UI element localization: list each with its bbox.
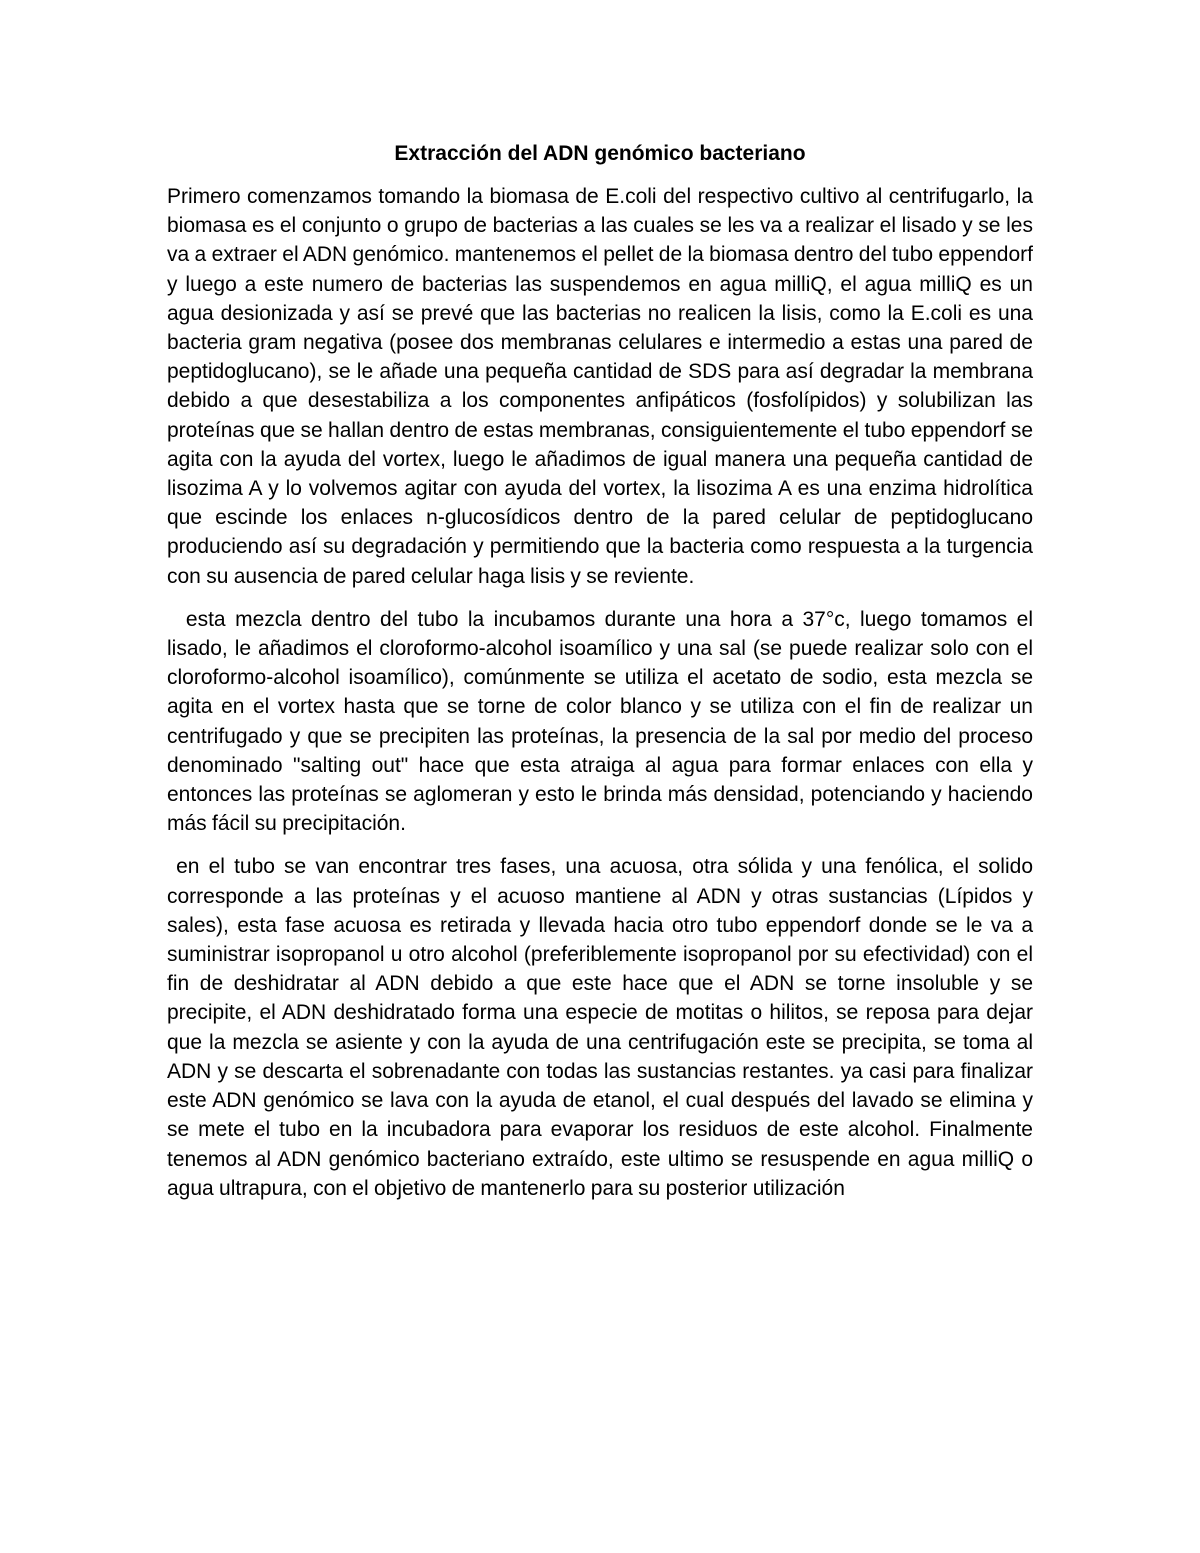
paragraph-3: en el tubo se van encontrar tres fases, una acuosa, otra sólida y una fenólica, el solido corresponde a las proteínas y el acuoso mantiene al ADN y otras sustancias (Lípidos y sales), esta fase acuosa es retirada y llevada hacia otro tubo eppendorf donde se le va a suministrar isopropanol u otro alcohol (preferiblemente isopropanol por su efectividad) con el fin de deshidratar al ADN debido a que este hace que el ADN se torne insoluble y se precipite, el ADN deshidratado forma una especie de motitas o hilitos, se reposa para dejar que la mezcla se asiente y con la ayuda de una centrifugación este se precipita, se toma al ADN y se descarta el sobrenadante con todas las sustancias restantes. ya casi para finalizar este ADN genómico se lava con la ayuda de etanol, el cual después del lavado se elimina y se mete el tubo en la incubadora para evaporar los residuos de este alcohol. Finalmente tenemos al ADN genómico bacteriano extraído, este ultimo se resuspende en agua milliQ o agua ultrapura, con el objetivo de mantenerlo para su posterior utilización <box>167 855 1039 1200</box>
paragraph-1: Primero comenzamos tomando la biomasa de E.coli del respectivo cultivo al centrifugarlo, la biomasa es el conjunto o grupo de bacterias a las cuales se les va a realizar el lisado y se les va a extraer el ADN genómico. mantenemos el pellet de la biomasa dentro del tubo eppendorf y luego a este numero de bacterias las suspendemos en agua milliQ, el agua milliQ es un agua desionizada y así se prevé que las bacterias no realicen la lisis, como la E.coli es una bacteria gram negativa (posee dos membranas celulares e intermedio a estas una pared de peptidoglucano), se le añade una pequeña cantidad de SDS para así degradar la membrana debido a que desestabiliza a los componentes anfipáticos (fosfolípidos) y solubilizan las proteínas que se hallan dentro de estas membranas, consiguientemente el tubo eppendorf se agita con la ayuda del vortex, luego le añadimos de igual manera una pequeña cantidad de lisozima A y lo volvemos agitar con ayuda del vortex, la lisozima A es una enzima hidrolítica que escinde los enlaces n-glucosídicos dentro de la pared celular de peptidoglucano produciendo así su degradación y permitiendo que la bacteria como respuesta a la turgencia con su ausencia de pared celular haga lisis y se reviente. <box>167 185 1039 588</box>
document-title: Extracción del ADN genómico bacteriano <box>394 142 806 165</box>
paragraph-2: esta mezcla dentro del tubo la incubamos durante una hora a 37°c, luego tomamos el lisado, le añadimos el cloroformo-alcohol isoamílico y una sal (se puede realizar solo con el cloroformo-alcohol isoamílico), comúnmente se utiliza el acetato de sodio, esta mezcla se agita en el vortex hasta que se torne de color blanco y se utiliza con el fin de realizar un centrifugado y que se precipiten las proteínas, la presencia de la sal por medio del proceso denominado "salting out" hace que esta atraiga al agua para formar enlaces con ella y entonces las proteínas se aglomeran y esto le brinda más densidad, potenciando y haciendo más fácil su precipitación. <box>167 607 1039 836</box>
document-page <box>167 138 1039 1217</box>
